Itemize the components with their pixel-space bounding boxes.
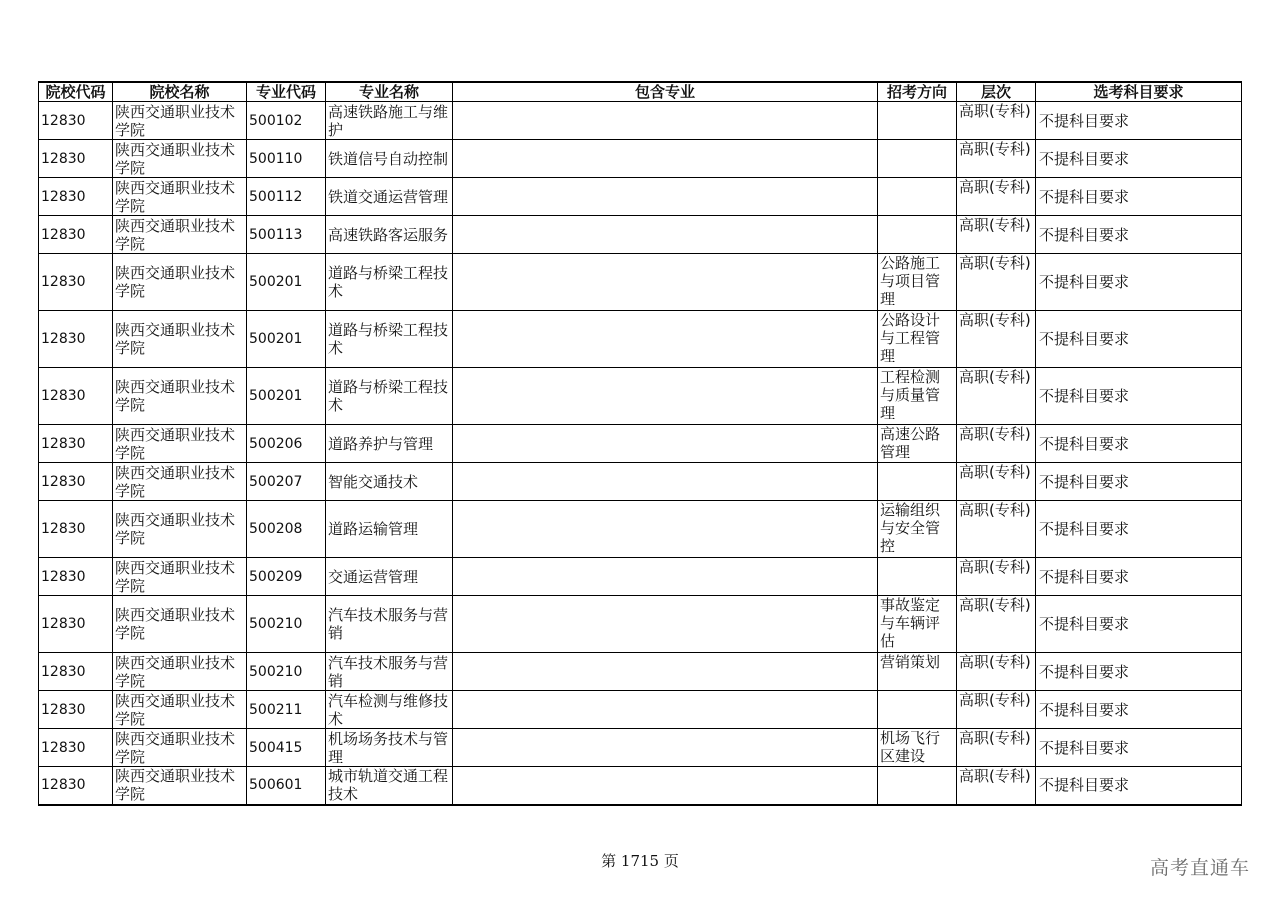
subject-requirement-cell: 不提科目要求 (1036, 767, 1242, 805)
major-name-cell: 道路与桥梁工程技术 (326, 254, 453, 311)
major-code-cell: 500415 (247, 729, 326, 767)
direction-cell: 营销策划 (878, 653, 957, 691)
major-name-cell: 道路养护与管理 (326, 425, 453, 463)
major-name-cell: 城市轨道交通工程技术 (326, 767, 453, 805)
direction-cell (878, 463, 957, 501)
subject-requirement-cell: 不提科目要求 (1036, 216, 1242, 254)
header-included-majors: 包含专业 (453, 82, 878, 102)
subject-requirement-cell: 不提科目要求 (1036, 178, 1242, 216)
major-code-cell: 500208 (247, 501, 326, 558)
header-major-code: 专业代码 (247, 82, 326, 102)
table-header-row (39, 82, 1242, 102)
table-row (39, 254, 1242, 311)
included-majors-cell (453, 102, 878, 140)
table-row (39, 102, 1242, 140)
level-cell: 高职(专科) (957, 596, 1036, 653)
major-code-cell: 500206 (247, 425, 326, 463)
included-majors-cell (453, 767, 878, 805)
included-majors-cell (453, 178, 878, 216)
level-cell: 高职(专科) (957, 558, 1036, 596)
included-majors-cell (453, 691, 878, 729)
major-name-cell: 道路与桥梁工程技术 (326, 368, 453, 425)
direction-cell (878, 216, 957, 254)
subject-requirement-cell: 不提科目要求 (1036, 729, 1242, 767)
major-name-cell: 智能交通技术 (326, 463, 453, 501)
school-name-cell: 陕西交通职业技术学院 (113, 368, 247, 425)
included-majors-cell (453, 216, 878, 254)
subject-requirement-cell: 不提科目要求 (1036, 501, 1242, 558)
school-code-cell: 12830 (39, 501, 113, 558)
level-cell: 高职(专科) (957, 653, 1036, 691)
school-name-cell: 陕西交通职业技术学院 (113, 729, 247, 767)
subject-requirement-cell: 不提科目要求 (1036, 463, 1242, 501)
table-row (39, 501, 1242, 558)
direction-cell: 机场飞行区建设 (878, 729, 957, 767)
included-majors-cell (453, 501, 878, 558)
subject-requirement-cell: 不提科目要求 (1036, 368, 1242, 425)
major-name-cell: 铁道交通运营管理 (326, 178, 453, 216)
school-code-cell: 12830 (39, 140, 113, 178)
direction-cell: 高速公路管理 (878, 425, 957, 463)
school-name-cell: 陕西交通职业技术学院 (113, 254, 247, 311)
level-cell: 高职(专科) (957, 501, 1036, 558)
page-number: 第 1715 页 (601, 852, 679, 870)
direction-cell: 工程检测与质量管理 (878, 368, 957, 425)
table-body (39, 102, 1242, 805)
major-code-cell: 500201 (247, 311, 326, 368)
school-code-cell: 12830 (39, 767, 113, 805)
table-row (39, 691, 1242, 729)
table-row (39, 178, 1242, 216)
header-school-name: 院校名称 (113, 82, 247, 102)
major-code-cell: 500209 (247, 558, 326, 596)
school-name-cell: 陕西交通职业技术学院 (113, 311, 247, 368)
level-cell: 高职(专科) (957, 691, 1036, 729)
major-code-cell: 500210 (247, 596, 326, 653)
header-subject-requirement: 选考科目要求 (1036, 82, 1242, 102)
level-cell: 高职(专科) (957, 254, 1036, 311)
header-major-name: 专业名称 (326, 82, 453, 102)
school-name-cell: 陕西交通职业技术学院 (113, 767, 247, 805)
included-majors-cell (453, 425, 878, 463)
school-code-cell: 12830 (39, 102, 113, 140)
subject-requirement-cell: 不提科目要求 (1036, 254, 1242, 311)
major-name-cell: 道路运输管理 (326, 501, 453, 558)
major-code-cell: 500207 (247, 463, 326, 501)
included-majors-cell (453, 653, 878, 691)
direction-cell (878, 140, 957, 178)
major-code-cell: 500211 (247, 691, 326, 729)
school-name-cell: 陕西交通职业技术学院 (113, 558, 247, 596)
level-cell: 高职(专科) (957, 463, 1036, 501)
major-name-cell: 汽车技术服务与营销 (326, 596, 453, 653)
school-name-cell: 陕西交通职业技术学院 (113, 691, 247, 729)
table-row (39, 596, 1242, 653)
level-cell: 高职(专科) (957, 425, 1036, 463)
school-name-cell: 陕西交通职业技术学院 (113, 178, 247, 216)
direction-cell (878, 102, 957, 140)
school-name-cell: 陕西交通职业技术学院 (113, 501, 247, 558)
school-name-cell: 陕西交通职业技术学院 (113, 425, 247, 463)
table-row (39, 653, 1242, 691)
table-row (39, 140, 1242, 178)
subject-requirement-cell: 不提科目要求 (1036, 596, 1242, 653)
direction-cell (878, 691, 957, 729)
included-majors-cell (453, 368, 878, 425)
school-name-cell: 陕西交通职业技术学院 (113, 102, 247, 140)
subject-requirement-cell: 不提科目要求 (1036, 311, 1242, 368)
subject-requirement-cell: 不提科目要求 (1036, 102, 1242, 140)
direction-cell (878, 178, 957, 216)
major-code-cell: 500601 (247, 767, 326, 805)
school-code-cell: 12830 (39, 311, 113, 368)
included-majors-cell (453, 596, 878, 653)
major-code-cell: 500102 (247, 102, 326, 140)
direction-cell: 公路施工与项目管理 (878, 254, 957, 311)
subject-requirement-cell: 不提科目要求 (1036, 425, 1242, 463)
header-direction: 招考方向 (878, 82, 957, 102)
subject-requirement-cell: 不提科目要求 (1036, 558, 1242, 596)
major-code-cell: 500210 (247, 653, 326, 691)
major-name-cell: 交通运营管理 (326, 558, 453, 596)
major-name-cell: 汽车技术服务与营销 (326, 653, 453, 691)
table-row (39, 558, 1242, 596)
school-code-cell: 12830 (39, 178, 113, 216)
table-row (39, 425, 1242, 463)
included-majors-cell (453, 254, 878, 311)
direction-cell (878, 767, 957, 805)
direction-cell: 事故鉴定与车辆评估 (878, 596, 957, 653)
level-cell: 高职(专科) (957, 368, 1036, 425)
school-name-cell: 陕西交通职业技术学院 (113, 653, 247, 691)
school-name-cell: 陕西交通职业技术学院 (113, 140, 247, 178)
major-code-cell: 500110 (247, 140, 326, 178)
major-code-cell: 500112 (247, 178, 326, 216)
table-row (39, 368, 1242, 425)
subject-requirement-cell: 不提科目要求 (1036, 140, 1242, 178)
included-majors-cell (453, 140, 878, 178)
school-code-cell: 12830 (39, 729, 113, 767)
level-cell: 高职(专科) (957, 102, 1036, 140)
subject-requirement-cell: 不提科目要求 (1036, 653, 1242, 691)
major-name-cell: 汽车检测与维修技术 (326, 691, 453, 729)
school-code-cell: 12830 (39, 596, 113, 653)
included-majors-cell (453, 558, 878, 596)
direction-cell: 公路设计与工程管理 (878, 311, 957, 368)
school-code-cell: 12830 (39, 425, 113, 463)
major-name-cell: 高速铁路施工与维护 (326, 102, 453, 140)
school-name-cell: 陕西交通职业技术学院 (113, 596, 247, 653)
level-cell: 高职(专科) (957, 311, 1036, 368)
table-row (39, 216, 1242, 254)
admission-table (38, 81, 1242, 806)
school-code-cell: 12830 (39, 463, 113, 501)
level-cell: 高职(专科) (957, 729, 1036, 767)
school-code-cell: 12830 (39, 558, 113, 596)
level-cell: 高职(专科) (957, 216, 1036, 254)
school-code-cell: 12830 (39, 368, 113, 425)
table-row (39, 729, 1242, 767)
direction-cell (878, 558, 957, 596)
major-code-cell: 500201 (247, 254, 326, 311)
school-code-cell: 12830 (39, 691, 113, 729)
header-school-code: 院校代码 (39, 82, 113, 102)
school-code-cell: 12830 (39, 216, 113, 254)
major-name-cell: 机场场务技术与管理 (326, 729, 453, 767)
included-majors-cell (453, 729, 878, 767)
level-cell: 高职(专科) (957, 178, 1036, 216)
included-majors-cell (453, 463, 878, 501)
watermark: 高考直通车 (1149, 857, 1250, 879)
table-row (39, 311, 1242, 368)
header-level: 层次 (957, 82, 1036, 102)
level-cell: 高职(专科) (957, 767, 1036, 805)
major-name-cell: 铁道信号自动控制 (326, 140, 453, 178)
school-name-cell: 陕西交通职业技术学院 (113, 463, 247, 501)
subject-requirement-cell: 不提科目要求 (1036, 691, 1242, 729)
school-code-cell: 12830 (39, 254, 113, 311)
major-code-cell: 500113 (247, 216, 326, 254)
school-name-cell: 陕西交通职业技术学院 (113, 216, 247, 254)
major-code-cell: 500201 (247, 368, 326, 425)
table-row (39, 463, 1242, 501)
major-name-cell: 高速铁路客运服务 (326, 216, 453, 254)
included-majors-cell (453, 311, 878, 368)
direction-cell: 运输组织与安全管控 (878, 501, 957, 558)
table-row (39, 767, 1242, 805)
school-code-cell: 12830 (39, 653, 113, 691)
level-cell: 高职(专科) (957, 140, 1036, 178)
major-name-cell: 道路与桥梁工程技术 (326, 311, 453, 368)
